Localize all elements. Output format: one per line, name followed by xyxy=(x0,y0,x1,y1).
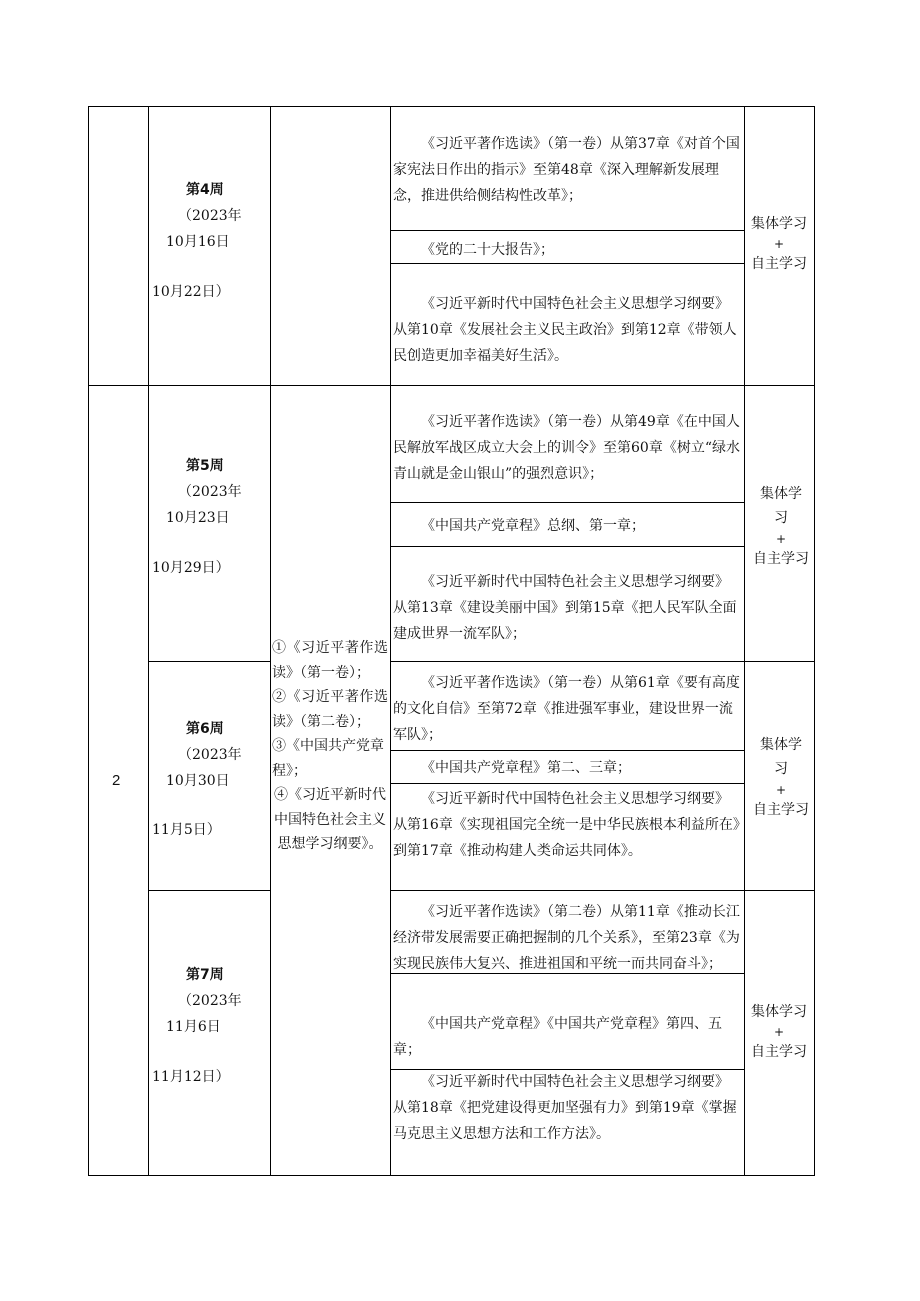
content-item: 《习近平著作选读》（第一卷）从第49章《在中国人民解放军战区成立大会上的训令》至第60章《树立“绿水青山就是金山银山”的强烈意识》； xyxy=(393,414,740,482)
content-item: 《习近平著作选读》（第一卷）从第37章《对首个国家宪法日作出的指示》至第48章《深入理解新发展理念，推进供给侧结构性改革》； xyxy=(393,136,740,204)
content-item: 《习近平著作选读》（第一卷）从第61章《要有高度的文化自信》至第72章《推进强军事业，建设世界一流军队》； xyxy=(393,675,740,743)
week-date-start: （2023年 xyxy=(178,484,242,500)
study-mode xyxy=(746,1001,812,1063)
study-mode-collective: 集体学习 xyxy=(760,486,802,526)
study-mode-plus: + xyxy=(775,783,787,797)
week-date-start: 10月16日 xyxy=(166,234,230,250)
week-date-start: 10月30日 xyxy=(166,773,230,789)
study-mode-self: 自主学习 xyxy=(753,802,809,818)
content-item: 《中国共产党章程》总纲、第一章； xyxy=(421,518,645,534)
study-mode-plus: + xyxy=(775,532,787,546)
material-item: ②《习近平著作选读》（第二卷）； xyxy=(272,689,388,730)
week-date-end: 11月12日） xyxy=(152,1069,230,1085)
study-mode-collective: 集体学习 xyxy=(751,216,807,232)
study-mode-self: 自主学习 xyxy=(751,1044,807,1060)
study-mode-collective: 集体学习 xyxy=(751,1004,807,1020)
week-date-end: 10月29日） xyxy=(152,560,230,576)
study-mode xyxy=(754,482,808,570)
content-item: 《习近平著作选读》（第二卷）从第11章《推动长江经济带发展需要正确把握制的几个关系》，至第23章《为实现民族伟大复兴、推进祖国和平统一而共同奋斗》； xyxy=(393,904,740,972)
study-mode-plus: + xyxy=(773,1025,785,1039)
week-date-start: （2023年 xyxy=(178,993,242,1009)
content-item: 《习近平新时代中国特色社会主义思想学习纲要》从第13章《建设美丽中国》到第15章《把人民军队全面建成世界一流军队》； xyxy=(393,574,737,642)
content-item: 《中国共产党章程》《中国共产党章程》第四、五章； xyxy=(393,1016,722,1058)
week-date-start: 10月23日 xyxy=(166,510,230,526)
week-date-start: （2023年 xyxy=(178,208,242,224)
week-date-end: 10月22日） xyxy=(152,284,230,300)
study-mode xyxy=(754,733,808,821)
study-mode xyxy=(746,213,812,275)
content-item: 《党的二十大报告》； xyxy=(421,242,554,258)
content-item: 《习近平新时代中国特色社会主义思想学习纲要》从第10章《发展社会主义民主政治》到第12章《带领人民创造更加幸福美好生活》。 xyxy=(393,296,737,364)
week-date-start: （2023年 xyxy=(178,747,242,763)
material-item: ④《习近平新时代中国特色社会主义思想学习纲要》。 xyxy=(274,787,386,852)
content-item: 《中国共产党章程》第二、三章； xyxy=(421,760,631,776)
week-date-start: 11月6日 xyxy=(166,1019,221,1035)
week-label: 第4周 xyxy=(186,182,224,198)
week-date-end: 11月5日） xyxy=(152,822,221,838)
week-label: 第7周 xyxy=(186,967,224,983)
material-item: ①《习近平著作选读》（第一卷）； xyxy=(272,640,388,681)
week-label: 第5周 xyxy=(186,458,224,474)
week-label: 第6周 xyxy=(186,721,224,737)
study-mode-collective: 集体学习 xyxy=(760,737,802,777)
content-item: 《习近平新时代中国特色社会主义思想学习纲要》从第16章《实现祖国完全统一是中华民族根本利益所在》到第17章《推动构建人类命运共同体》。 xyxy=(393,791,740,859)
material-item: ③《中国共产党章程》； xyxy=(272,738,384,779)
study-materials xyxy=(272,636,388,857)
group-number: 2 xyxy=(112,772,121,789)
study-mode-self: 自主学习 xyxy=(753,551,809,567)
study-mode-plus: + xyxy=(773,237,785,251)
content-item: 《习近平新时代中国特色社会主义思想学习纲要》从第18章《把党建设得更加坚强有力》到第19章《掌握马克思主义思想方法和工作方法》。 xyxy=(393,1074,737,1142)
study-mode-self: 自主学习 xyxy=(751,256,807,272)
